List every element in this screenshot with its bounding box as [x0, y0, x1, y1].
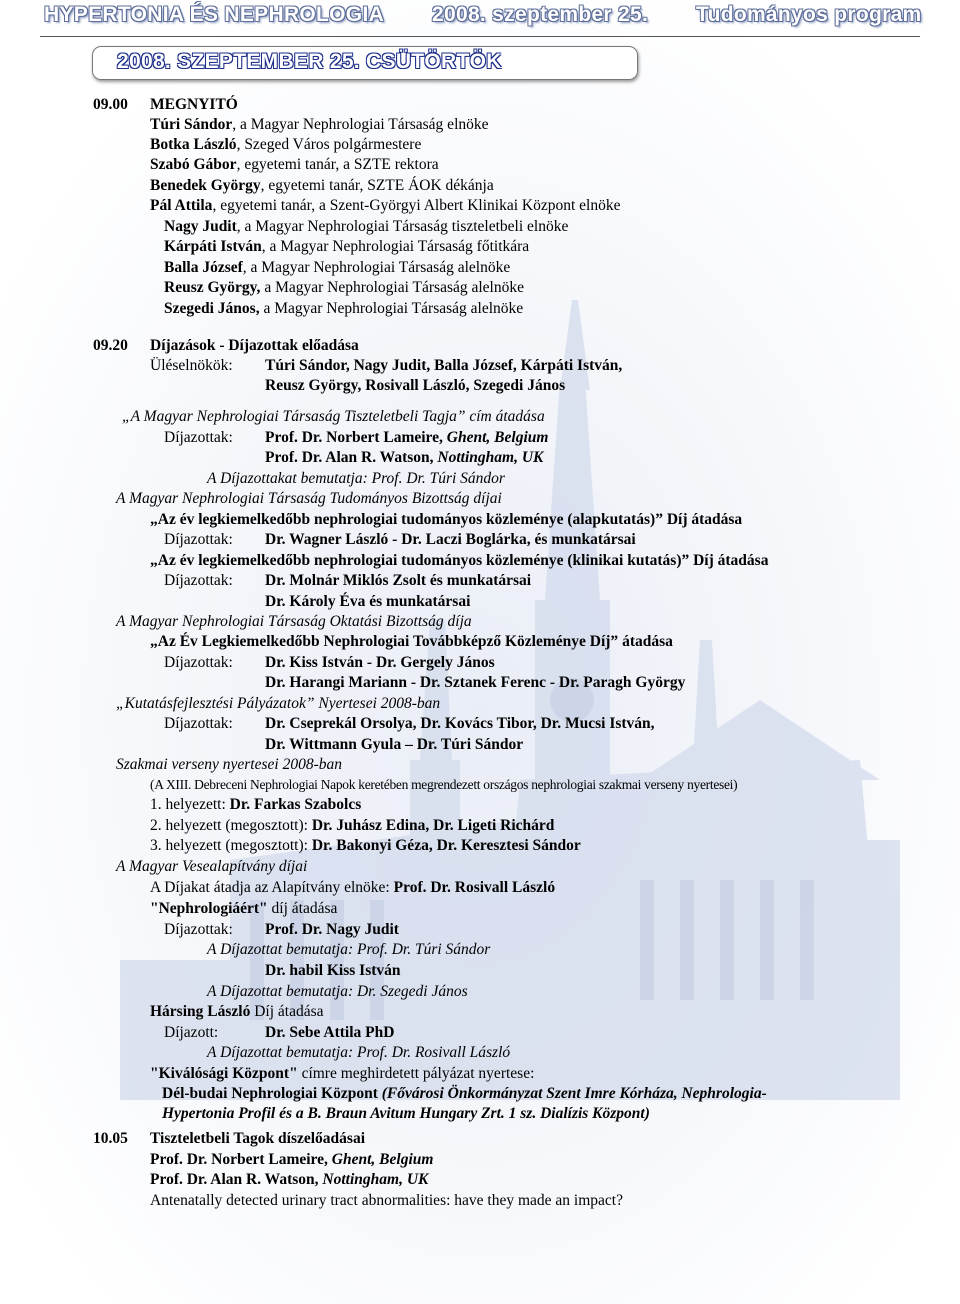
awardee: Prof. Dr. Norbert Lameire, Ghent, Belgium	[265, 429, 549, 446]
awarded-label: Díjazottak:	[164, 429, 233, 446]
chairs-names: Reusz György, Rosivall László, Szegedi János	[265, 377, 566, 394]
presenter: A Díjazottat bemutatja: Prof. Dr. Túri Sándor	[207, 941, 491, 958]
award-title: Szakmai verseny nyertesei 2008-ban	[116, 756, 342, 773]
placement: 2. helyezett (megosztott): Dr. Juhász Edina, Dr. Ligeti Richárd	[150, 817, 555, 834]
session-title: Tiszteletbeli Tagok díszelőadásai	[150, 1130, 366, 1147]
chairs-label: Üléselnökök:	[150, 357, 233, 374]
award-title: A Magyar Nephrologiai Társaság Tudományos Bizottság díjai	[116, 490, 502, 507]
session-time: 09.20	[93, 337, 128, 354]
lecturer: Prof. Dr. Alan R. Watson, Nottingham, UK	[150, 1171, 429, 1188]
award-subtitle: „Az Év Legkiemelkedőbb Nephrologiai Továbbképző Közleménye Díj” átadása	[150, 633, 673, 650]
header-date: 2008. szeptember 25.	[432, 3, 649, 26]
competition-note: (A XIII. Debreceni Nephrologiai Napok keretében megrendezett országos nephrologiai szakmai verseny nyertesei)	[150, 777, 738, 792]
day-banner-text: 2008. SZEPTEMBER 25. CSÜTÖRTÖK	[117, 50, 502, 73]
speaker-line: Reusz György, a Magyar Nephrologiai Társaság alelnöke	[164, 279, 524, 296]
session-time: 09.00	[93, 96, 128, 113]
award-subtitle: „Az év legkiemelkedőbb nephrologiai tudományos közleménye (alapkutatás)” Díj átadása	[150, 511, 743, 528]
header-section: Tudományos program	[696, 3, 922, 26]
awardee: Prof. Dr. Alan R. Watson, Nottingham, UK	[265, 449, 544, 466]
award-title: „A Magyar Nephrologiai Társaság Tiszteletbeli Tagja” cím átadása	[122, 408, 545, 425]
speaker-line: Kárpáti István, a Magyar Nephrologiai Társaság főtitkára	[164, 238, 530, 255]
awardee: Dr. Károly Éva és munkatársai	[265, 593, 471, 610]
placement: 1. helyezett: Dr. Farkas Szabolcs	[150, 796, 362, 813]
awardee: Hypertonia Profil és a B. Braun Avitum Hungary Zrt. 1 sz. Dialízis Központ)	[162, 1105, 650, 1122]
awardee: Dr. Kiss István - Dr. Gergely János	[265, 654, 495, 671]
presenter: A Díjazottakat bemutatja: Prof. Dr. Túri Sándor	[207, 470, 505, 487]
presenter: A Díjazottat bemutatja: Dr. Szegedi János	[207, 983, 468, 1000]
lecture-title: Antenatally detected urinary tract abnormalities: have they made an impact?	[150, 1192, 623, 1209]
awardee: Dr. Wagner László - Dr. Laczi Boglárka, és munkatársai	[265, 531, 636, 548]
awarded-label: Díjazott:	[164, 1024, 219, 1041]
speaker-line: Túri Sándor, a Magyar Nephrologiai Társaság elnöke	[150, 116, 489, 133]
awarded-label: Díjazottak:	[164, 531, 233, 548]
speaker-line: Benedek György, egyetemi tanár, SZTE ÁOK dékánja	[150, 177, 494, 194]
page-header	[0, 0, 960, 40]
award-subtitle: "Kiválósági Központ" címre meghirdetett pályázat nyertese:	[150, 1065, 535, 1082]
award-subtitle: "Nephrologiáért" díj átadása	[150, 900, 338, 917]
award-title: A Magyar Nephrologiai Társaság Oktatási Bizottság díja	[116, 613, 472, 630]
awarded-label: Díjazottak:	[164, 715, 233, 732]
speaker-line: Nagy Judit, a Magyar Nephrologiai Társaság tiszteletbeli elnöke	[164, 218, 569, 235]
lecturer: Prof. Dr. Norbert Lameire, Ghent, Belgium	[150, 1151, 434, 1168]
awardee: Dél-budai Nephrologiai Központ (Fővárosi Önkormányzat Szent Imre Kórháza, Nephrologia-	[162, 1085, 767, 1102]
chairs-names: Túri Sándor, Nagy Judit, Balla József, Kárpáti István,	[265, 357, 623, 374]
awardee: Dr. Cseprekál Orsolya, Dr. Kovács Tibor, Dr. Mucsi István,	[265, 715, 655, 732]
awardee: Dr. Molnár Miklós Zsolt és munkatársai	[265, 572, 532, 589]
session-title: Díjazások - Díjazottak előadása	[150, 337, 359, 354]
award-subtitle: Hársing László Díj átadása	[150, 1003, 324, 1020]
journal-title: HYPERTONIA ÉS NEPHROLOGIA	[44, 3, 385, 26]
awardee: Dr. Wittmann Gyula – Dr. Túri Sándor	[265, 736, 524, 753]
speaker-line: Pál Attila, egyetemi tanár, a Szent-Györgyi Albert Klinikai Központ elnöke	[150, 197, 621, 214]
award-title: „Kutatásfejlesztési Pályázatok” Nyertesei 2008-ban	[116, 695, 441, 712]
speaker-line: Szegedi János, a Magyar Nephrologiai Társaság alelnöke	[164, 300, 524, 317]
award-line: A Díjakat átadja az Alapítvány elnöke: Prof. Dr. Rosivall László	[150, 879, 556, 896]
awarded-label: Díjazottak:	[164, 921, 233, 938]
header-divider	[40, 36, 920, 37]
award-subtitle: „Az év legkiemelkedőbb nephrologiai tudományos közleménye (klinikai kutatás)” Díj átadása	[150, 552, 769, 569]
awardee: Dr. Sebe Attila PhD	[265, 1024, 395, 1041]
speaker-line: Szabó Gábor, egyetemi tanár, a SZTE rektora	[150, 156, 439, 173]
award-title: A Magyar Vesealapítvány díjai	[116, 858, 308, 875]
awardee: Prof. Dr. Nagy Judit	[265, 921, 399, 938]
day-banner	[92, 46, 638, 80]
speaker-line: Balla József, a Magyar Nephrologiai Társaság alelnöke	[164, 259, 511, 276]
awarded-label: Díjazottak:	[164, 654, 233, 671]
placement: 3. helyezett (megosztott): Dr. Bakonyi Géza, Dr. Keresztesi Sándor	[150, 837, 581, 854]
presenter: A Díjazottat bemutatja: Prof. Dr. Rosivall László	[207, 1044, 511, 1061]
awarded-label: Díjazottak:	[164, 572, 233, 589]
session-title: MEGNYITÓ	[150, 96, 238, 113]
speaker-line: Botka László, Szeged Város polgármestere	[150, 136, 422, 153]
session-time: 10.05	[93, 1130, 128, 1147]
awardee: Dr. Harangi Mariann - Dr. Sztanek Ferenc - Dr. Paragh György	[265, 674, 686, 691]
awardee: Dr. habil Kiss István	[265, 962, 401, 979]
